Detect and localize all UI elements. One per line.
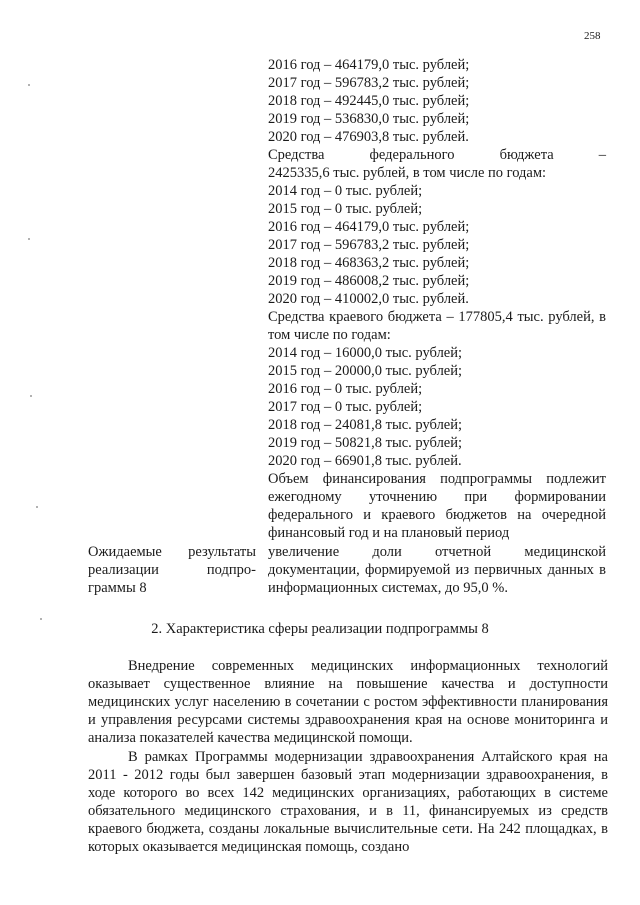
funding-line: 2017 год – 596783,2 тыс. рублей; <box>268 75 470 91</box>
scan-speck <box>30 395 32 397</box>
body-paragraph <box>88 748 608 856</box>
federal-line: 2018 год – 468363,2 тыс. рублей; <box>268 255 470 271</box>
scan-speck <box>40 618 42 620</box>
expected-results-value: увеличение доли отчетной медицинской документации, формируемой из первичных данных в информационных системах, до 95,0 %. <box>268 544 606 596</box>
regional-budget-intro: Средства краевого бюджета – 177805,4 тыс. рублей, в том числе по годам: <box>268 309 606 343</box>
body-paragraph <box>88 657 608 747</box>
regional-line: 2019 год – 50821,8 тыс. рублей; <box>268 435 463 451</box>
federal-line: 2015 год – 0 тыс. рублей; <box>268 201 423 217</box>
federal-line: 2016 год – 464179,0 тыс. рублей; <box>268 219 470 235</box>
paragraph-text: Внедрение современных медицинских информационных технологий оказывает существенное влияние на повышение качества и доступности медицинских услуг населению в сочетании с ростом эффективности планирования и управления ресурсами системы здравоохранения края на основе мониторинга и анализа показателей качества медицинской помощи. <box>88 658 608 746</box>
regional-line: 2020 год – 66901,8 тыс. рублей. <box>268 453 462 469</box>
funding-column <box>268 56 606 542</box>
federal-budget-total: 2425335,6 тыс. рублей, в том числе по годам: <box>268 165 547 181</box>
regional-line: 2017 год – 0 тыс. рублей; <box>268 399 423 415</box>
federal-line: 2017 год – 596783,2 тыс. рублей; <box>268 237 470 253</box>
regional-line: 2018 год – 24081,8 тыс. рублей; <box>268 417 463 433</box>
funding-line: 2016 год – 464179,0 тыс. рублей; <box>268 57 470 73</box>
expected-results-label <box>88 543 256 597</box>
section-heading: 2. Характеристика сферы реализации подпрограммы 8 <box>151 621 489 637</box>
funding-line: 2018 год – 492445,0 тыс. рублей; <box>268 93 470 109</box>
scan-speck <box>28 238 30 240</box>
scan-speck <box>36 506 38 508</box>
funding-line: 2019 год – 536830,0 тыс. рублей; <box>268 111 470 127</box>
scan-speck <box>28 84 30 86</box>
regional-line: 2014 год – 16000,0 тыс. рублей; <box>268 345 463 361</box>
federal-line: 2014 год – 0 тыс. рублей; <box>268 183 423 199</box>
federal-budget-intro: Средства федерального бюджета – <box>268 147 606 163</box>
label-line: Ожидаемые результаты <box>88 544 256 560</box>
regional-line: 2015 год – 20000,0 тыс. рублей; <box>268 363 463 379</box>
paragraph-text: В рамках Программы модернизации здравоохранения Алтайского края на 2011 - 2012 годы был завершен базовый этап модернизации здравоохранения, в ходе которого во всех 142 медицинских организациях, работающих в системе обязательного медицинского страхования, и в 11, финансируемых из средств краевого бюджета, созданы локальные вычислительные сети. На 242 площадках, в которых оказывается медицинская помощь, создано <box>88 749 608 855</box>
label-line: реализации подпро- <box>88 562 256 578</box>
funding-line: 2020 год – 476903,8 тыс. рублей. <box>268 129 469 145</box>
label-line: граммы 8 <box>88 580 147 596</box>
page-number: 258 <box>584 30 601 42</box>
regional-line: 2016 год – 0 тыс. рублей; <box>268 381 423 397</box>
funding-note: Объем финансирования подпрограммы подлежит ежегодному уточнению при формировании федерального и краевого бюджетов на очередной финансовый год и на плановый период <box>268 471 606 541</box>
federal-line: 2019 год – 486008,2 тыс. рублей; <box>268 273 470 289</box>
federal-line: 2020 год – 410002,0 тыс. рублей. <box>268 291 469 307</box>
